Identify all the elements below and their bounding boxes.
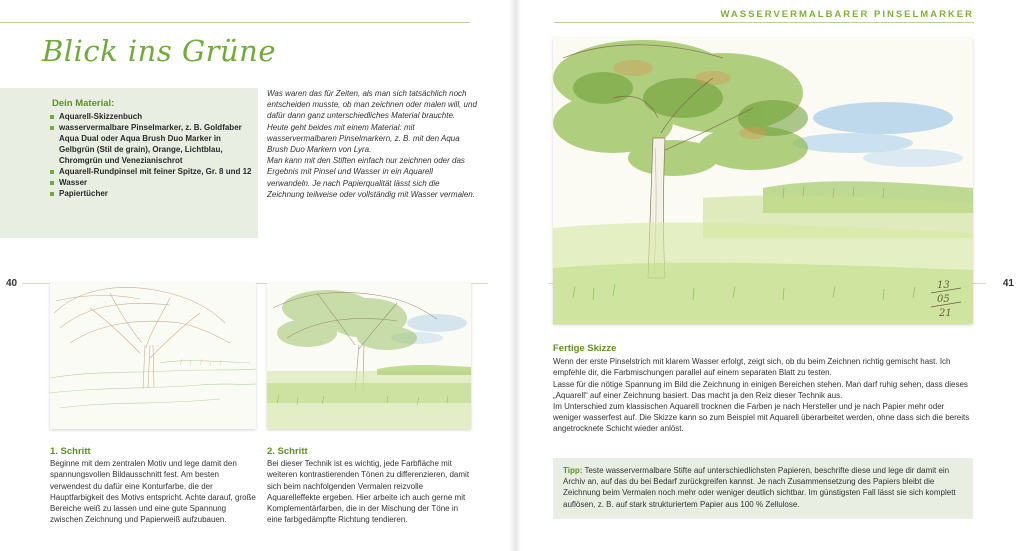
tip-box bbox=[553, 458, 973, 519]
main-watercolor-illustration bbox=[553, 38, 973, 324]
intro-text bbox=[267, 88, 477, 200]
material-box bbox=[0, 88, 258, 238]
material-list bbox=[50, 111, 255, 199]
finished-sketch-paragraph: Wenn der erste Pinselstrich mit klarem Wasser erfolgt, zeigt sich, ob du beim Zeichnen richtig gemischt hast. Ich empfehle dir, die Farbmischungen parallel auf einem separaten Blatt zu testen. bbox=[553, 357, 951, 378]
intro-paragraph: Was waren das für Zeiten, als man sich tatsächlich noch entscheiden musste, ob man zeichnen oder malen will, und dafür dann ganz unterschiedliches Material brauchte. Heute geht beides mit einem Material: mit wasservermalbaren Pinselmarkern, z. B. mit den Aqua Brush Duo Markern von Lyra. bbox=[267, 89, 477, 155]
finished-sketch-paragraph: Im Unterschied zum klassischen Aquarell trocknen die Farben je nach Hersteller und je nach Papier mehr oder weniger wasserfest auf. Die Skizze kann so zum Beispiel mit Aquarell überarbeitet werden, ohne dass sich die bereits angetrocknete Schicht wieder anlöst. bbox=[553, 402, 970, 434]
step1-sketch-graphic bbox=[50, 283, 256, 429]
step2-sketch-graphic bbox=[267, 283, 471, 429]
step2-paragraph: Bei dieser Technik ist es wichtig, jede Farbfläche mit weiteren kontrastierenden Tönen zu differenzieren, damit sich beim nachfolgenden Vermalen reizvolle Aquarelleffekte ergeben. Hier arbeite ich auch gerne mit Komplementärfarben, die in der Mischung der Töne in eine farbgedämpfte Richtung tendieren. bbox=[267, 459, 470, 525]
material-item: wasservermalbare Pinselmarker, z. B. Goldfaber Aqua Dual oder Aqua Brush Duo Marker in Gelbgrün (Stil de grain), Orange, Lichtblau, Chromgrün und Venezianischrot bbox=[50, 122, 255, 166]
step2-illustration bbox=[267, 283, 471, 429]
finished-sketch-text bbox=[553, 343, 973, 435]
finished-sketch-heading: Fertige Skizze bbox=[553, 343, 617, 354]
step2-heading: 2. Schritt bbox=[267, 446, 308, 457]
step1-text bbox=[50, 446, 258, 525]
top-rule-right bbox=[554, 22, 974, 23]
finished-sketch-paragraph: Lasse für die nötige Spannung im Bild die Zeichnung in einigen Bereichen stehen. Man darf ruhig sehen, dass dieses „Aquarell“ auf einer Zeichnung basiert. Das macht ja den Reiz dieser Technik aus. bbox=[553, 379, 968, 400]
top-rule-left bbox=[0, 22, 470, 23]
date-day: 13 bbox=[937, 280, 950, 291]
date-year: 21 bbox=[939, 308, 952, 319]
material-item: Aquarell-Rundpinsel mit feiner Spitze, Gr. 8 und 12 bbox=[50, 166, 255, 177]
step1-heading: 1. Schritt bbox=[50, 446, 91, 457]
step1-illustration bbox=[50, 283, 256, 429]
step2-text bbox=[267, 446, 473, 525]
date-month: 05 bbox=[937, 294, 950, 305]
step1-paragraph: Beginne mit dem zentralen Motiv und lege damit den spannungsvollen Bildausschnitt fest. Am besten verwendest du dafür eine Konturfarbe, die der Hauptfarbigkeit des Motivs entspricht. Achte darauf, große Bereiche weiß zu lassen und eine gute Spannung zwischen Zeichnung und Papierweiß aufzubauen. bbox=[50, 459, 256, 525]
tip-label: Tipp: bbox=[563, 466, 583, 475]
material-item: Wasser bbox=[50, 177, 255, 188]
main-watercolor-graphic bbox=[553, 38, 973, 324]
tip-text: Teste wasservermalbare Stifte auf unterschiedlichsten Papieren, beschrifte diese und lege dir damit ein Archiv an, auf das du bei Bedarf zurückgreifen kannst. Je nach Zusammensetzung des Papiers bleibt die Zeichnung beim Vermalen noch mehr oder weniger deutlich sichtbar. Im günstigsten Fall lässt sie sich komplett auflösen, z. B. auf stark strukturiertem Papier aus 100 % Zellulose. bbox=[563, 466, 956, 509]
page-title: Blick ins Grüne bbox=[42, 34, 276, 68]
page-number-right: 41 bbox=[1002, 278, 1014, 289]
page-number-left: 40 bbox=[6, 278, 18, 289]
book-gutter bbox=[509, 0, 521, 551]
material-heading: Dein Material: bbox=[52, 98, 115, 109]
material-item: Papiertücher bbox=[50, 188, 255, 199]
running-head: WASSERVERMALBARER PINSELMARKER bbox=[720, 9, 974, 20]
material-item: Aquarell-Skizzenbuch bbox=[50, 111, 255, 122]
intro-paragraph: Man kann mit den Stiften einfach nur zeichnen oder das Ergebnis mit Pinsel und Wasser in ein Aquarell verwandeln. Je nach Papierqualität lässt sich die Zeichnung teilweise oder vollständig mit Wasser vermalen. bbox=[267, 156, 475, 199]
